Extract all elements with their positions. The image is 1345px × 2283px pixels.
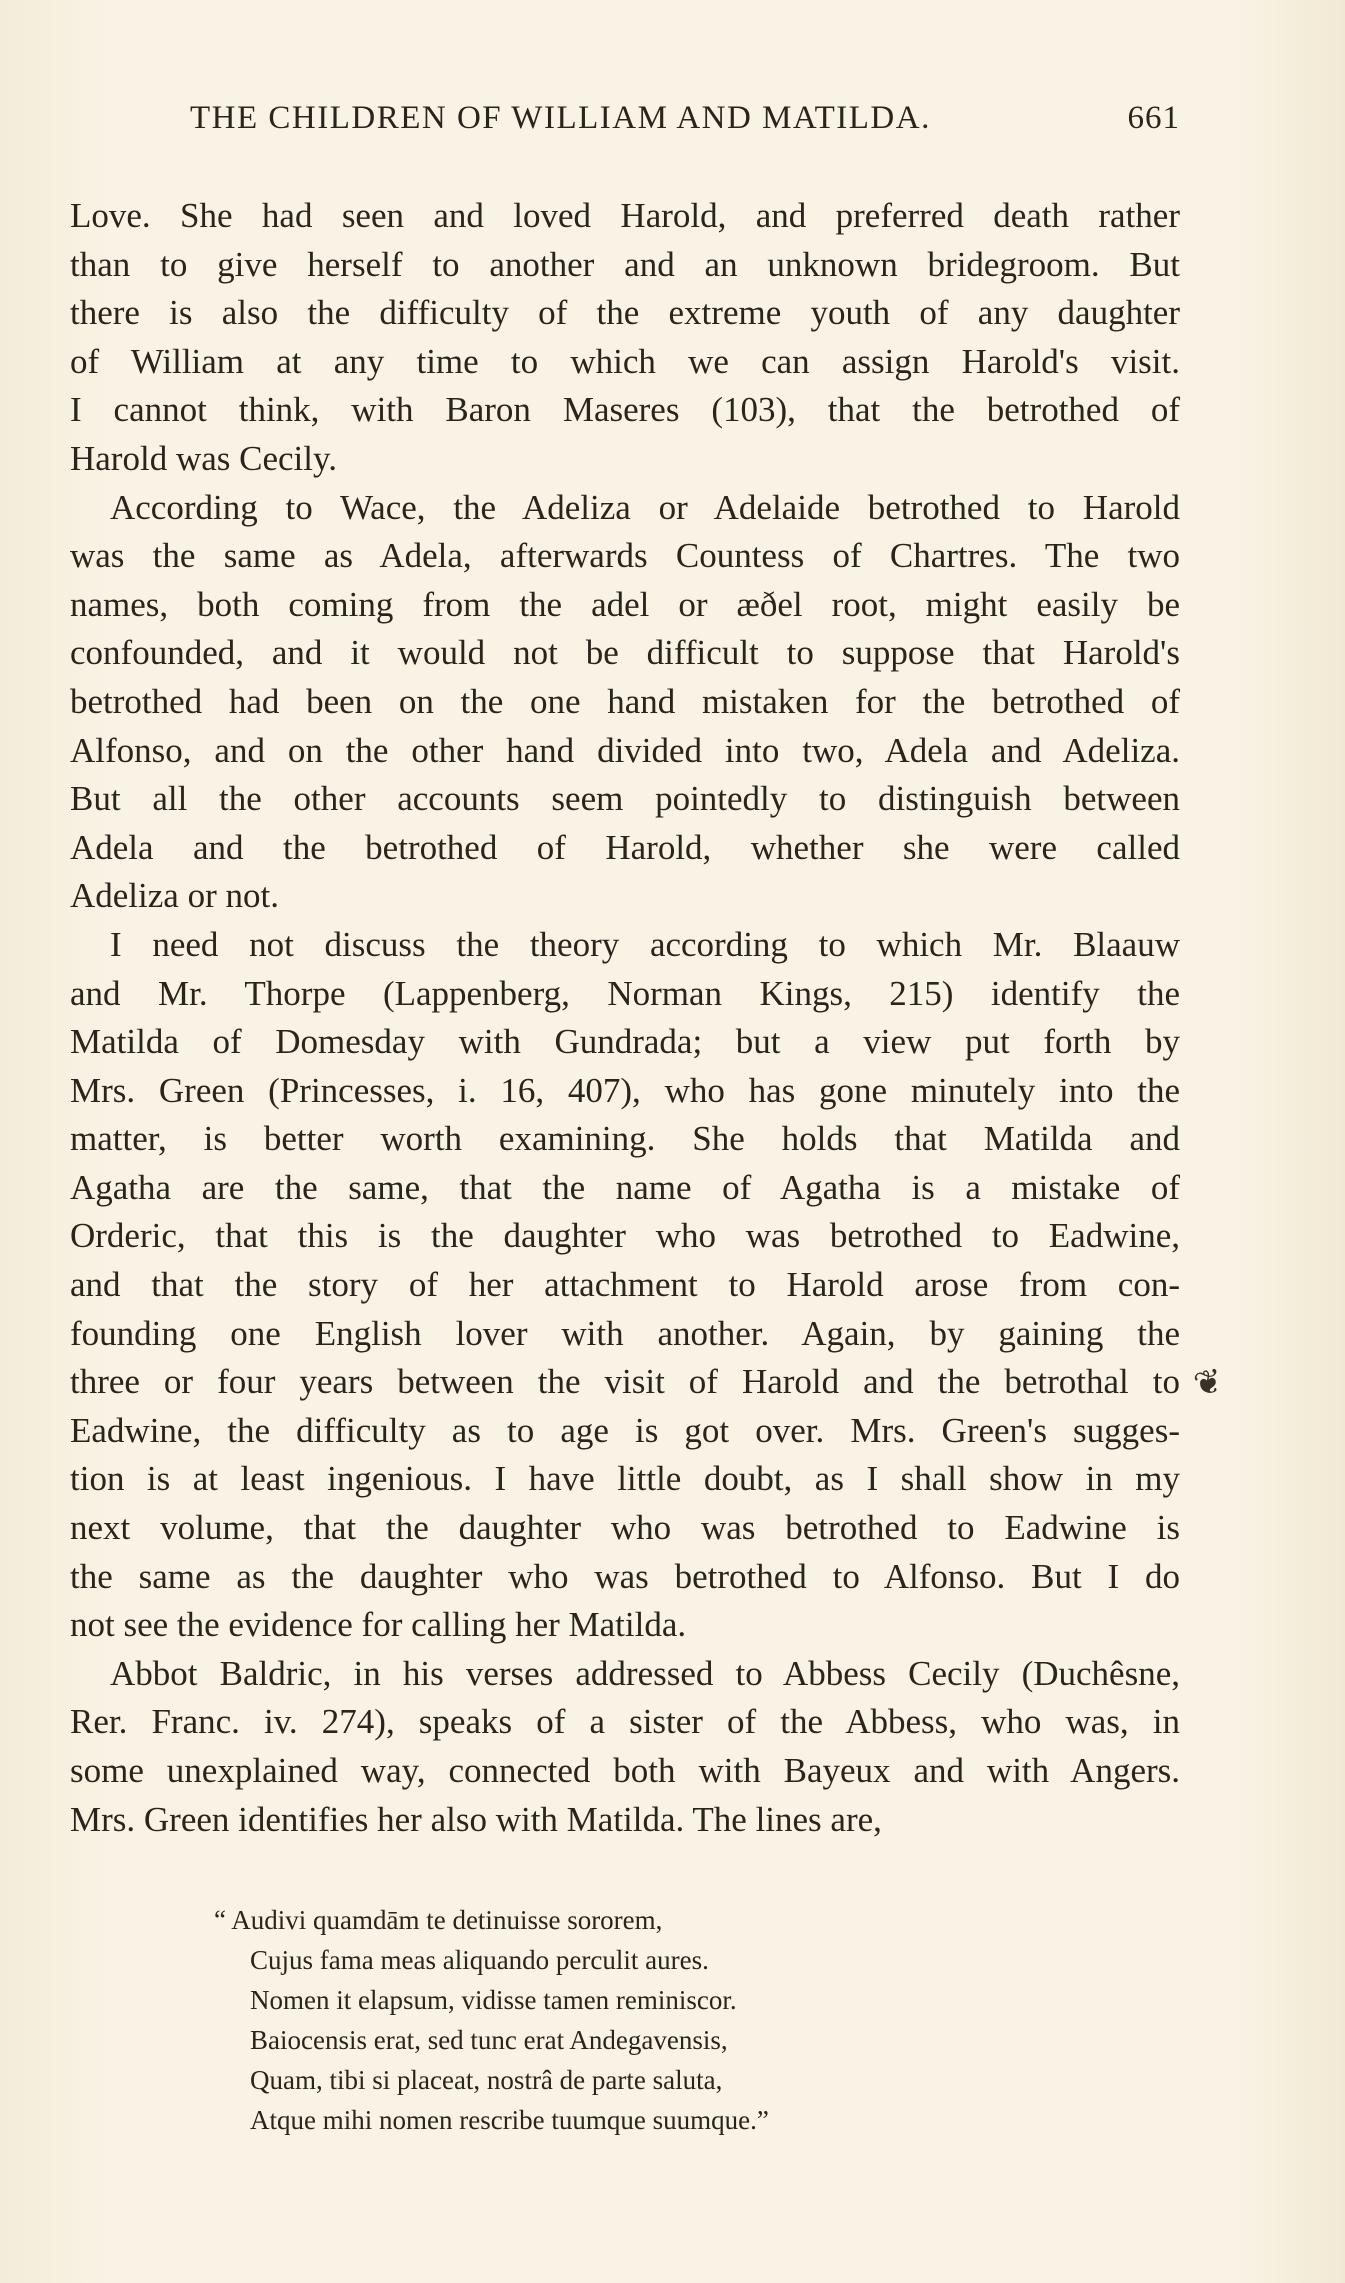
text-line: there is also the difficulty of the extreme youth of any daughter [70,293,1180,333]
text-line: some unexplained way, connected both with Bayeux and with Angers. [70,1751,1180,1790]
verse-line: Baiocensis erat, sed tunc erat Andegavensis, [250,2025,728,2055]
verse-line: Cujus fama meas aliquando perculit aures. [250,1945,709,1975]
text-line: Adela and the betrothed of Harold, whether she were called [70,827,1180,867]
text-line: than to give herself to another and an unknown bridegroom. But [70,244,1180,284]
text-line: According to Wace, the Adeliza or Adelaide betrothed to Harold [110,487,1180,527]
text-line: three or four years between the visit of Harold and the betrothal to [70,1362,1180,1402]
verse-line: Atque mihi nomen rescribe tuumque suumque.” [250,2105,769,2135]
verse-line: “ Audivi quamdām te detinuisse sororem, [214,1905,663,1935]
printer-fleuron-icon: ❦ [1190,1362,1227,1405]
text-line: Harold was Cecily. [70,438,337,478]
text-line: and Mr. Thorpe (Lappenberg, Norman Kings, 215) identify the [70,973,1180,1013]
text-line: betrothed had been on the one hand mistaken for the betrothed of [70,681,1180,721]
text-line: next volume, that the daughter who was betrothed to Eadwine is [70,1508,1180,1548]
text-line: Adeliza or not. [70,876,279,916]
text-line: Love. She had seen and loved Harold, and preferred death rather [70,196,1180,235]
text-line: matter, is better worth examining. She holds that Matilda and [70,1119,1180,1159]
text-line: I cannot think, with Baron Maseres (103), that the betrothed of [70,390,1180,430]
text-line: Matilda of Domesday with Gundrada; but a view put forth by [70,1022,1180,1062]
text-line: Mrs. Green identifies her also with Matilda. The lines are, [70,1799,882,1839]
page-number: 661 [1127,100,1180,136]
text-line: the same as the daughter who was betrothed to Alfonso. But I do [70,1556,1180,1596]
text-line: Orderic, that this is the daughter who was betrothed to Eadwine, [70,1216,1180,1256]
text-line: Eadwine, the difficulty as to age is got over. Mrs. Green's sugges- [70,1410,1180,1450]
verse-line: Nomen it elapsum, vidisse tamen reminiscor. [250,1985,737,2015]
text-line: Alfonso, and on the other hand divided into two, Adela and Adeliza. [70,730,1180,770]
running-header [190,100,1180,146]
text-line: confounded, and it would not be difficult to suppose that Harold's [70,633,1180,673]
text-line: was the same as Adela, afterwards Countess of Chartres. The two [70,536,1180,576]
text-line: not see the evidence for calling her Matilda. [70,1605,687,1645]
text-line: I need not discuss the theory according to which Mr. Blaauw [110,924,1180,964]
text-line: names, both coming from the adel or æðel root, might easily be [70,584,1180,624]
text-line: founding one English lover with another. Again, by gaining the [70,1313,1180,1353]
latin-verse-quotation [214,1900,1050,2140]
text-line: Mrs. Green (Princesses, i. 16, 407), who has gone minutely into the [70,1070,1180,1110]
running-title: THE CHILDREN OF WILLIAM AND MATILDA. [190,100,931,136]
text-line: and that the story of her attachment to Harold arose from con- [70,1265,1180,1305]
text-line: Rer. Franc. iv. 274), speaks of a sister of the Abbess, who was, in [70,1702,1180,1742]
text-line: of William at any time to which we can assign Harold's visit. [70,341,1180,381]
text-line: But all the other accounts seem pointedly to distinguish between [70,779,1180,819]
verse-line: Quam, tibi si placeat, nostrâ de parte saluta, [250,2065,723,2095]
text-line: Agatha are the same, that the name of Agatha is a mistake of [70,1167,1180,1207]
text-line: Abbot Baldric, in his verses addressed to Abbess Cecily (Duchêsne, [110,1653,1180,1693]
body-text [70,192,1180,1844]
text-line: tion is at least ingenious. I have little doubt, as I shall show in my [70,1459,1180,1499]
